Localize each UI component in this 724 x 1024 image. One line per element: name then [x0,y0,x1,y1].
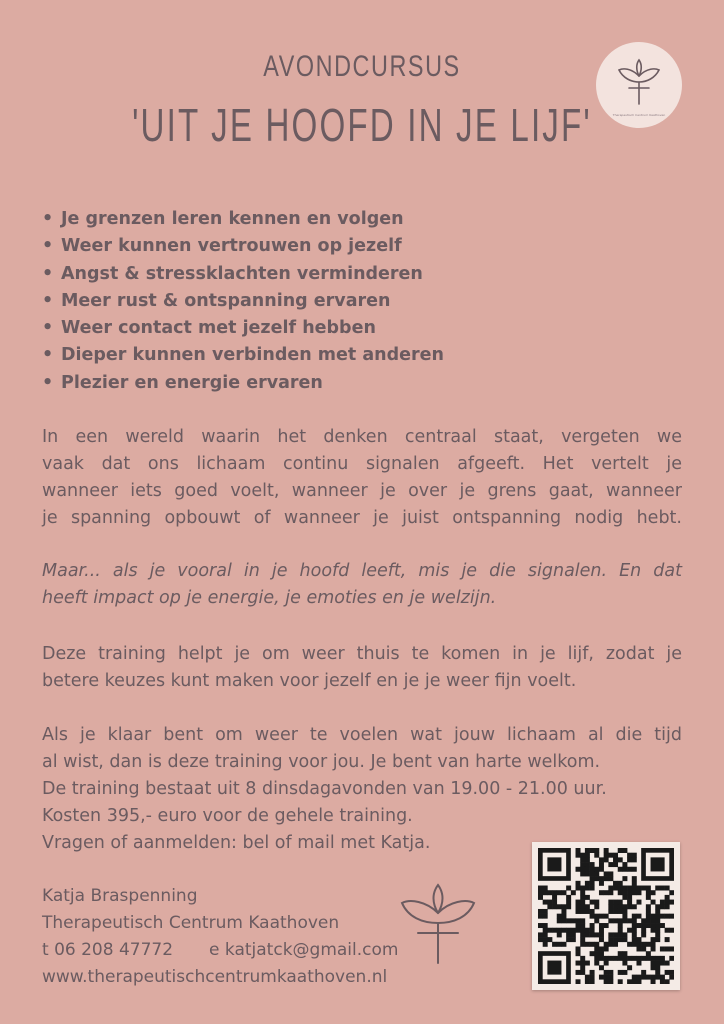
logo-badge [596,42,682,128]
page-title: 'UIT JE HOOFD IN JE LIJF' [132,99,592,151]
list-item: • Dieper kunnen verbinden met anderen [42,345,444,366]
website-link[interactable]: www.therapeutischcentrumkaathoven.nl [42,967,388,987]
email-address[interactable]: e katjatck@gmail.com [209,940,399,960]
intro-paragraph: In een wereld waarin het denken centraal staat, vergeten we vaak dat ons lichaam continu signalen afgeeft. Het vertelt je wanneer iets goed voelt, wanneer je over je grens gaat, wanneer je spanning opbouwt of wanneer je juist ontspanning nodig hebt. [42,427,682,528]
list-item: • Weer contact met jezelf hebben [42,318,376,339]
list-item: • Plezier en energie ervaren [42,372,323,393]
list-item: • Je grenzen leren kennen en volgen [42,209,404,229]
contact-block [42,883,398,991]
list-item: • Weer kunnen vertrouwen op jezelf [42,236,402,257]
logo-caption: Therapeutisch Centrum Kaathoven [612,113,666,117]
lotus-icon [398,883,478,965]
benefits-list [42,206,444,397]
details-paragraph: Als je klaar bent om weer te voelen wat jouw lichaam al die tijd al wist, dan is deze training voor jou. Je bent van harte welkom. De training bestaat uit 8 dinsdagavonden van 19.00 - 21.00 uur. Kosten 395,- euro voor de gehele training. Vragen of aanmelden: bel of mail met Katja. [42,725,682,853]
contact-name: Katja Braspenning [42,886,198,906]
list-item: • Angst & stressklachten verminderen [42,263,423,284]
subtitle: AVONDCURSUS [263,50,461,83]
bottom-logo [398,883,478,969]
contact-organization: Therapeutisch Centrum Kaathoven [42,913,340,933]
italic-paragraph: Maar... als je vooral in je hoofd leeft, mis je die signalen. En dat heeft impact op je energie, je emoties en je welzijn. [42,561,682,608]
training-paragraph: Deze training helpt je om weer thuis te komen in je lijf, zodat je betere keuzes kunt maken voor jezelf en je je weer fijn voelt. [42,644,682,691]
lotus-icon [617,58,661,110]
qr-code[interactable] [532,842,680,990]
contact-phone-email [42,937,398,964]
phone-number[interactable]: t 06 208 47772 [42,940,174,960]
list-item: • Meer rust & ontspanning ervaren [42,290,391,311]
qr-code-matrix [538,848,674,984]
